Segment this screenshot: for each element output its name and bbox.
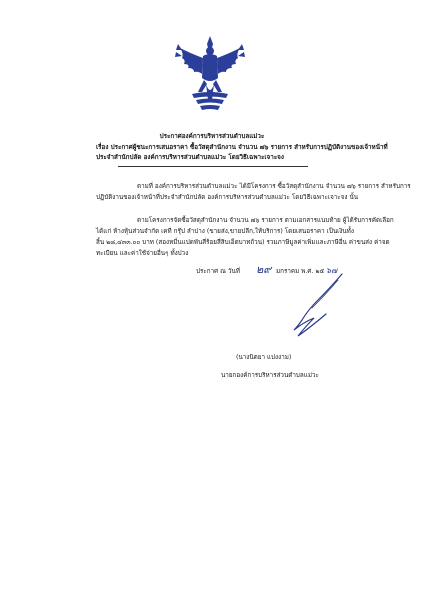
org-title: ประกาศองค์การบริหารส่วนตำบลแม่วะ: [159, 133, 265, 140]
para1-line1: ตามที่ องค์การบริหารส่วนตำบลแม่วะ ได้มีโครงการ ซื้อวัสดุสำนักงาน จำนวน ๗๖ รายการ สำหรับการ: [137, 183, 411, 190]
date-prefix: ประกาศ ณ วันที่: [196, 268, 240, 275]
para2-line1: ตามโครงการจัดซื้อวัสดุสำนักงาน จำนวน ๗๖ รายการ ตามเอกสารแนบท้าย ผู้ได้รับการคัดเลือก: [137, 217, 394, 224]
para1-line2: ปฏิบัติงานของเจ้าหน้าที่ประจำสำนักปลัด องค์การบริหารส่วนตำบลแม่วะ โดยวิธีเฉพาะเจาะจง นั้น: [96, 194, 359, 201]
handwritten-signature: [268, 270, 348, 340]
para2-line4: ทะเบียน และค่าใช้จ่ายอื่นๆ ทั้งปวง: [96, 250, 189, 257]
para2-line3: สิ้น ๒๘,๔๓๓.๐๐ บาท (สองหมื่นแปดพันสี่ร้อยสี่สิบเอ็ดบาทถ้วน) รวมภาษีมูลค่าเพิ่มและภาษีอื่น ค่าขนส่ง ค่าจด: [96, 239, 390, 246]
garuda-emblem-icon: [172, 34, 248, 114]
subject-line-2: ประจำสำนักปลัด องค์การบริหารส่วนตำบลแม่วะ โดยวิธีเฉพาะเจาะจง: [96, 154, 284, 161]
date-month-year: มกราคม พ.ศ. ๒๕: [276, 268, 325, 275]
date-day-handwritten: ๒๙: [256, 263, 272, 276]
subject-line-1: เรื่อง ประกาศผู้ชนะการเสนอราคา ซื้อวัสดุสำนักงาน จำนวน ๗๖ รายการ สำหรับการปฏิบัติงานของเจ้าหน้าที่: [96, 144, 388, 151]
header-divider: [118, 166, 308, 167]
date-year-handwritten: ๖๗: [326, 266, 338, 275]
para2-line2: ได้แก่ ห้างหุ้นส่วนจำกัด เคที กรุ๊ป ลำปาง (ขายส่ง,ขายปลีก,ให้บริการ) โดยเสนอราคา เป็นเงินทั้ง: [96, 228, 354, 235]
signatory-position: นายกองค์การบริหารส่วนตำบลแม่วะ: [221, 372, 319, 379]
signatory-name: (นางนิตยา แปงงาม): [236, 354, 292, 361]
